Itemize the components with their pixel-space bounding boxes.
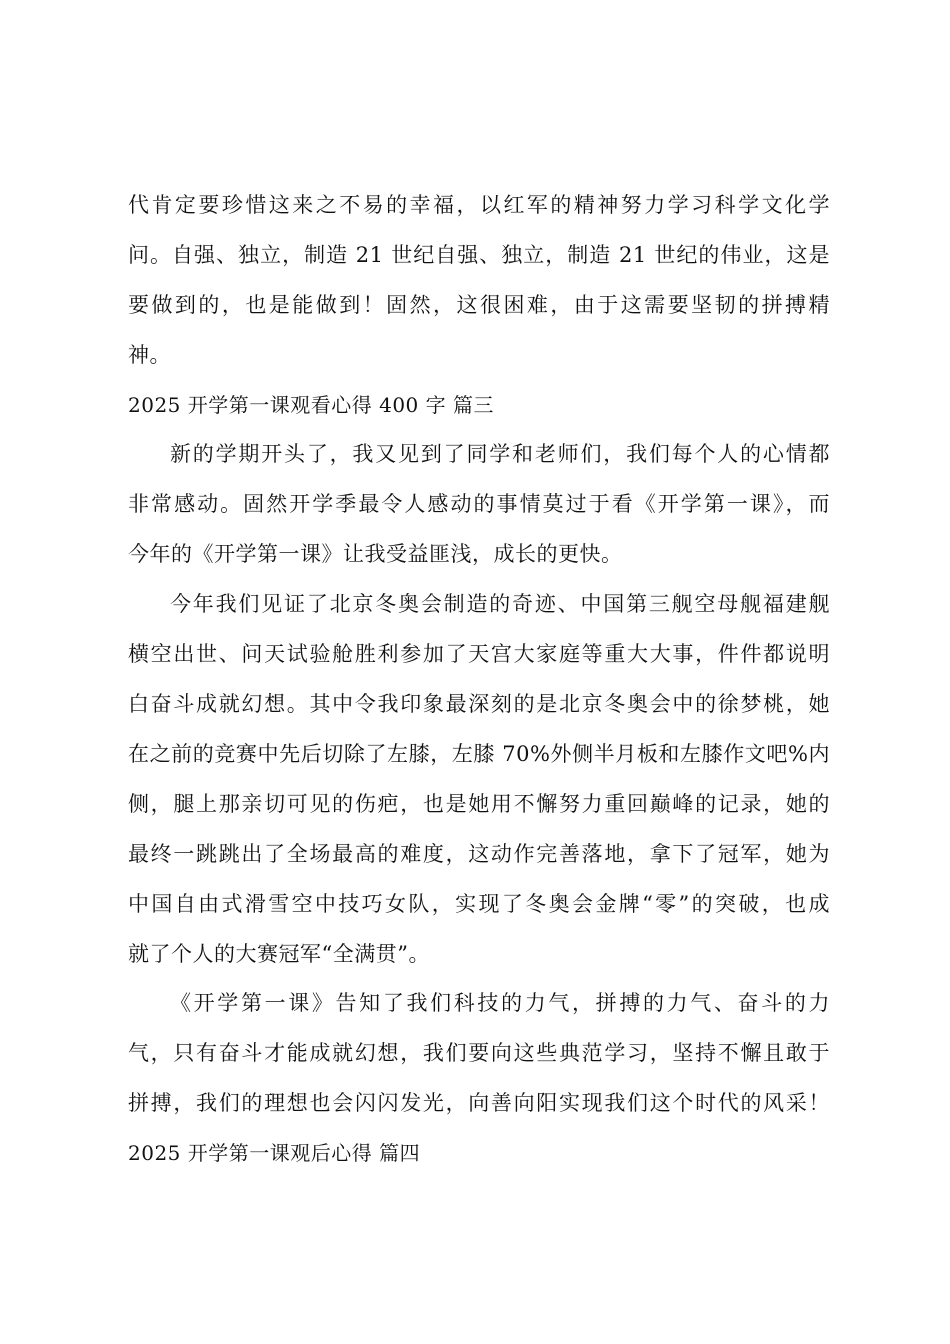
paragraph-line: 《开学第一课》告知了我们科技的力气，拼搏的力气、奋斗的力	[170, 991, 830, 1015]
paragraph-line: 今年我们见证了北京冬奥会制造的奇迹、中国第三舰空母舰福建舰	[170, 592, 830, 616]
paragraph-line: 今年的《开学第一课》让我受益匪浅，成长的更快。	[128, 542, 623, 566]
paragraph-line: 在之前的竞赛中先后切除了左膝，左膝 70%外侧半月板和左膝作文吧%内	[128, 742, 830, 766]
paragraph-line: 非常感动。固然开学季最令人感动的事情莫过于看《开学第一课》，而	[128, 492, 830, 516]
paragraph-line: 神。	[128, 343, 171, 367]
paragraph-line: 问。自强、独立，制造 21 世纪自强、独立，制造 21 世纪的伟业，这是	[128, 243, 830, 267]
paragraph-line: 新的学期开头了，我又见到了同学和老师们，我们每个人的心情都	[170, 442, 830, 466]
paragraph-line: 横空出世、问天试验舱胜利参加了天宫大家庭等重大大事，件件都说明	[128, 642, 830, 666]
paragraph-line: 中国自由式滑雪空中技巧女队，实现了冬奥会金牌“零”的突破，也成	[128, 892, 830, 916]
paragraph-line: 拼搏，我们的理想也会闪闪发光，向善向阳实现我们这个时代的风采！	[128, 1091, 830, 1115]
paragraph-line: 要做到的，也是能做到！固然，这很困难，由于这需要坚韧的拼搏精	[128, 293, 830, 317]
paragraph-line: 白奋斗成就幻想。其中令我印象最深刻的是北京冬奥会中的徐梦桃，她	[128, 692, 830, 716]
section-heading-4: 2025 开学第一课观后心得 篇四	[128, 1141, 421, 1165]
paragraph-line: 最终一跳跳出了全场最高的难度，这动作完善落地，拿下了冠军，她为	[128, 842, 830, 866]
section-heading-3: 2025 开学第一课观看心得 400 字 篇三	[128, 393, 495, 417]
paragraph-line: 侧，腿上那亲切可见的伤疤，也是她用不懈努力重回巅峰的记录，她的	[128, 792, 830, 816]
paragraph-line: 气，只有奋斗才能成就幻想，我们要向这些典范学习，坚持不懈且敢于	[128, 1041, 830, 1065]
paragraph-line: 代肯定要珍惜这来之不易的幸福，以红军的精神努力学习科学文化学	[128, 193, 830, 217]
paragraph-line: 就了个人的大赛冠军“全满贯”。	[128, 942, 430, 966]
